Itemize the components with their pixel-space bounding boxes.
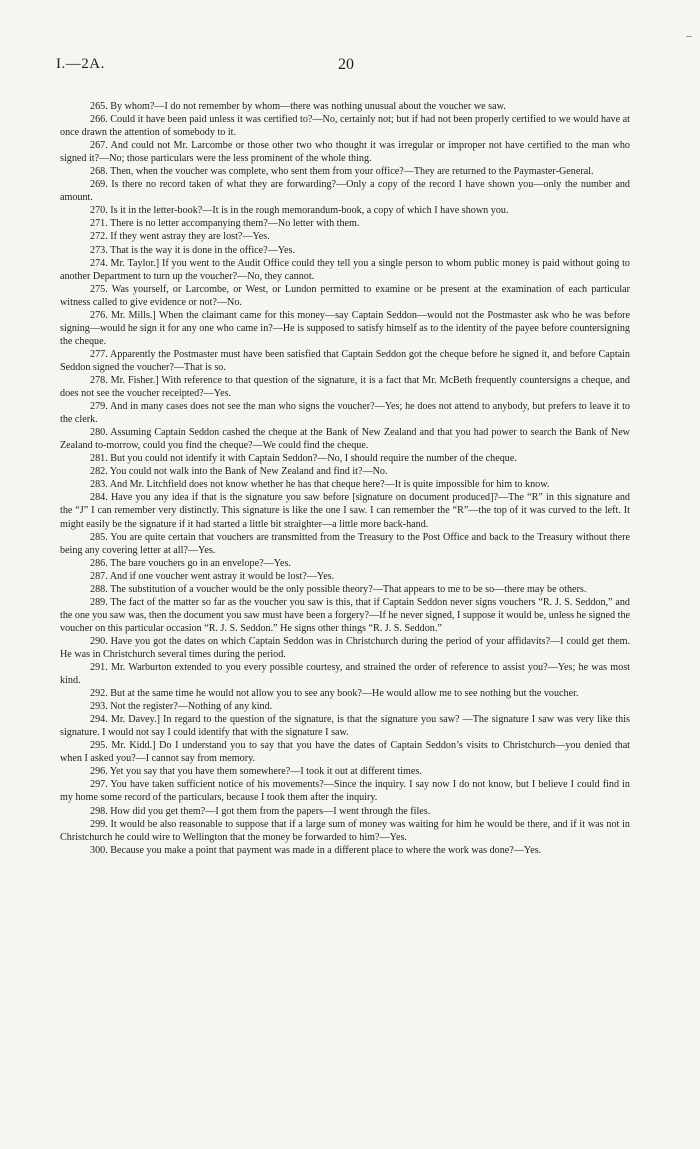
page-edge-mark <box>686 36 692 37</box>
question-paragraph: 293. Not the register?—Nothing of any kind. <box>90 701 273 713</box>
evidence-text <box>60 100 630 857</box>
document-reference: I.—2A. <box>56 56 105 72</box>
question-paragraph: 265. By whom?—I do not remember by whom—there was nothing unusual about the voucher we saw. <box>90 101 506 112</box>
question-paragraph: 277. Apparently the Postmaster must have been satisfied that Captain Seddon got the cheque before he signed it, and before Captain Seddon signed the voucher?—That is so. <box>60 348 630 373</box>
question-paragraph: 276. Mr. Mills.] When the claimant came for this money—say Captain Seddon—would not the Postmaster ask who he was before signing—would he sign it for any one who came in?—He is supposed to satisfy himself as to the identity of the payee before countersigning the cheque. <box>60 309 630 347</box>
question-paragraph: 286. The bare vouchers go in an envelope?—Yes. <box>90 557 291 569</box>
question-paragraph: 285. You are quite certain that vouchers are transmitted from the Treasury to the Post Office and back to the Treasury without there being any covering letter at all?—Yes. <box>60 531 630 556</box>
question-paragraph: 300. Because you make a point that payment was made in a different place to where the work was done?—Yes. <box>90 844 542 856</box>
question-paragraph: 283. And Mr. Litchfield does not know whether he has that cheque here?—It is quite impossible for him to know. <box>90 479 550 491</box>
question-paragraph: 269. Is there no record taken of what they are forwarding?—Only a copy of the record I have shown you—only the number and amount. <box>60 179 630 204</box>
question-paragraph: 295. Mr. Kidd.] Do I understand you to say that you have the dates of Captain Seddon’s visits to Christchurch—you denied that when I asked you?—I cannot say from memory. <box>60 740 630 765</box>
question-paragraph: 273. That is the way it is done in the office?—Yes. <box>90 244 296 256</box>
question-paragraph: 299. It would be also reasonable to suppose that if a large sum of money was waiting for him he would be there, and if it was not in Christchurch he could wire to Wellington that the money be forwarded to him?—Yes. <box>60 818 630 843</box>
question-paragraph: 287. And if one voucher went astray it would be lost?—Yes. <box>90 570 335 582</box>
question-paragraph: 274. Mr. Taylor.] If you went to the Audit Office could they tell you a single person to whom public money is paid without going to another Department to turn up the voucher?—No, they cannot. <box>60 257 630 282</box>
question-paragraph: 282. You could not walk into the Bank of New Zealand and find it?—No. <box>90 466 388 478</box>
question-paragraph: 284. Have you any idea if that is the signature you saw before [signature on document produced]?—The “R” in this signature and the “J” I can remember very distinctly. This signature is like the one I saw. I can remember the “R”—the top of it was curved to the left. It might easily be the signature if it had started a little bit straighter—a little more back-hand. <box>60 492 630 530</box>
question-paragraph: 278. Mr. Fisher.] With reference to that question of the signature, it is a fact that Mr. McBeth frequently countersigns a cheque, and does not see the voucher receipted?—Yes. <box>60 374 630 400</box>
question-paragraph: 289. The fact of the matter so far as the voucher you saw is this, that if Captain Seddon never signs vouchers “R. J. S. Seddon,” and the one you saw was, then the document you saw must have been a forgery?—If he never signed, I suppose it would be, unless he signed the voucher on this particular occasion “R. J. S. Seddon.” He signs other things “R. J. S. Seddon.” <box>60 596 630 634</box>
question-paragraph: 270. Is it in the letter-book?—It is in the rough memorandum-book, a copy of which I have shown you. <box>90 205 509 217</box>
page-header <box>56 56 630 82</box>
question-paragraph: 275. Was yourself, or Larcombe, or West, or Lundon permitted to examine or be present at the examination of each particular witness called to give evidence or not?—No. <box>60 283 630 308</box>
question-paragraph: 279. And in many cases does not see the man who signs the voucher?—Yes; he does not attend to anybody, but prefers to leave it to the clerk. <box>60 401 630 426</box>
question-paragraph: 272. If they went astray they are lost?—Yes. <box>90 231 270 243</box>
question-paragraph: 271. There is no letter accompanying them?—No letter with them. <box>90 218 360 230</box>
question-paragraph: 296. Yet you say that you have them somewhere?—I took it out at different times. <box>90 766 422 778</box>
page-number: 20 <box>338 56 354 73</box>
question-paragraph: 266. Could it have been paid unless it was certified to?—No, certainly not; but if had not been properly certified to we would have at once drawn the attention of somebody to it. <box>60 114 630 139</box>
question-paragraph: 268. Then, when the voucher was complete, who sent them from your office?—They are returned to the Paymaster-General. <box>90 166 594 178</box>
question-paragraph: 297. You have taken sufficient notice of his movements?—Since the inquiry. I say now I do not know, but I believe I could find in my home some record of the particulars, because I took them after the inquiry. <box>60 779 630 804</box>
question-paragraph: 298. How did you get them?—I got them from the papers—I went through the files. <box>90 805 431 817</box>
question-paragraph: 290. Have you got the dates on which Captain Seddon was in Christchurch during the period of your affidavits?—I could get them. He was in Christchurch several times during the period. <box>60 635 630 660</box>
question-paragraph: 267. And could not Mr. Larcombe or those other two who thought it was irregular or improper not have certified to the man who signed it?—No; those particulars were the less prominent of the whole thing. <box>60 140 630 165</box>
question-paragraph: 281. But you could not identify it with Captain Seddon?—No, I should require the number of the cheque. <box>90 453 517 465</box>
question-paragraph: 291. Mr. Warburton extended to you every possible courtesy, and strained the order of reference to assist you?—Yes; he was most kind. <box>60 662 630 687</box>
question-paragraph: 292. But at the same time he would not allow you to see any book?—He would allow me to see nothing but the voucher. <box>90 688 579 700</box>
question-paragraph: 294. Mr. Davey.] In regard to the question of the signature, is that the signature you saw? —The signature I saw was very like this signature. I would not say I could identify that with the signature I saw. <box>60 714 630 739</box>
question-paragraph: 288. The substitution of a voucher would be the only possible theory?—That appears to me to be so—there may be others. <box>90 583 587 595</box>
question-paragraph: 280. Assuming Captain Seddon cashed the cheque at the Bank of New Zealand and that you had power to search the Bank of New Zealand to-morrow, could you find the cheque?—We could find the cheque. <box>60 427 630 452</box>
document-page <box>56 56 630 857</box>
